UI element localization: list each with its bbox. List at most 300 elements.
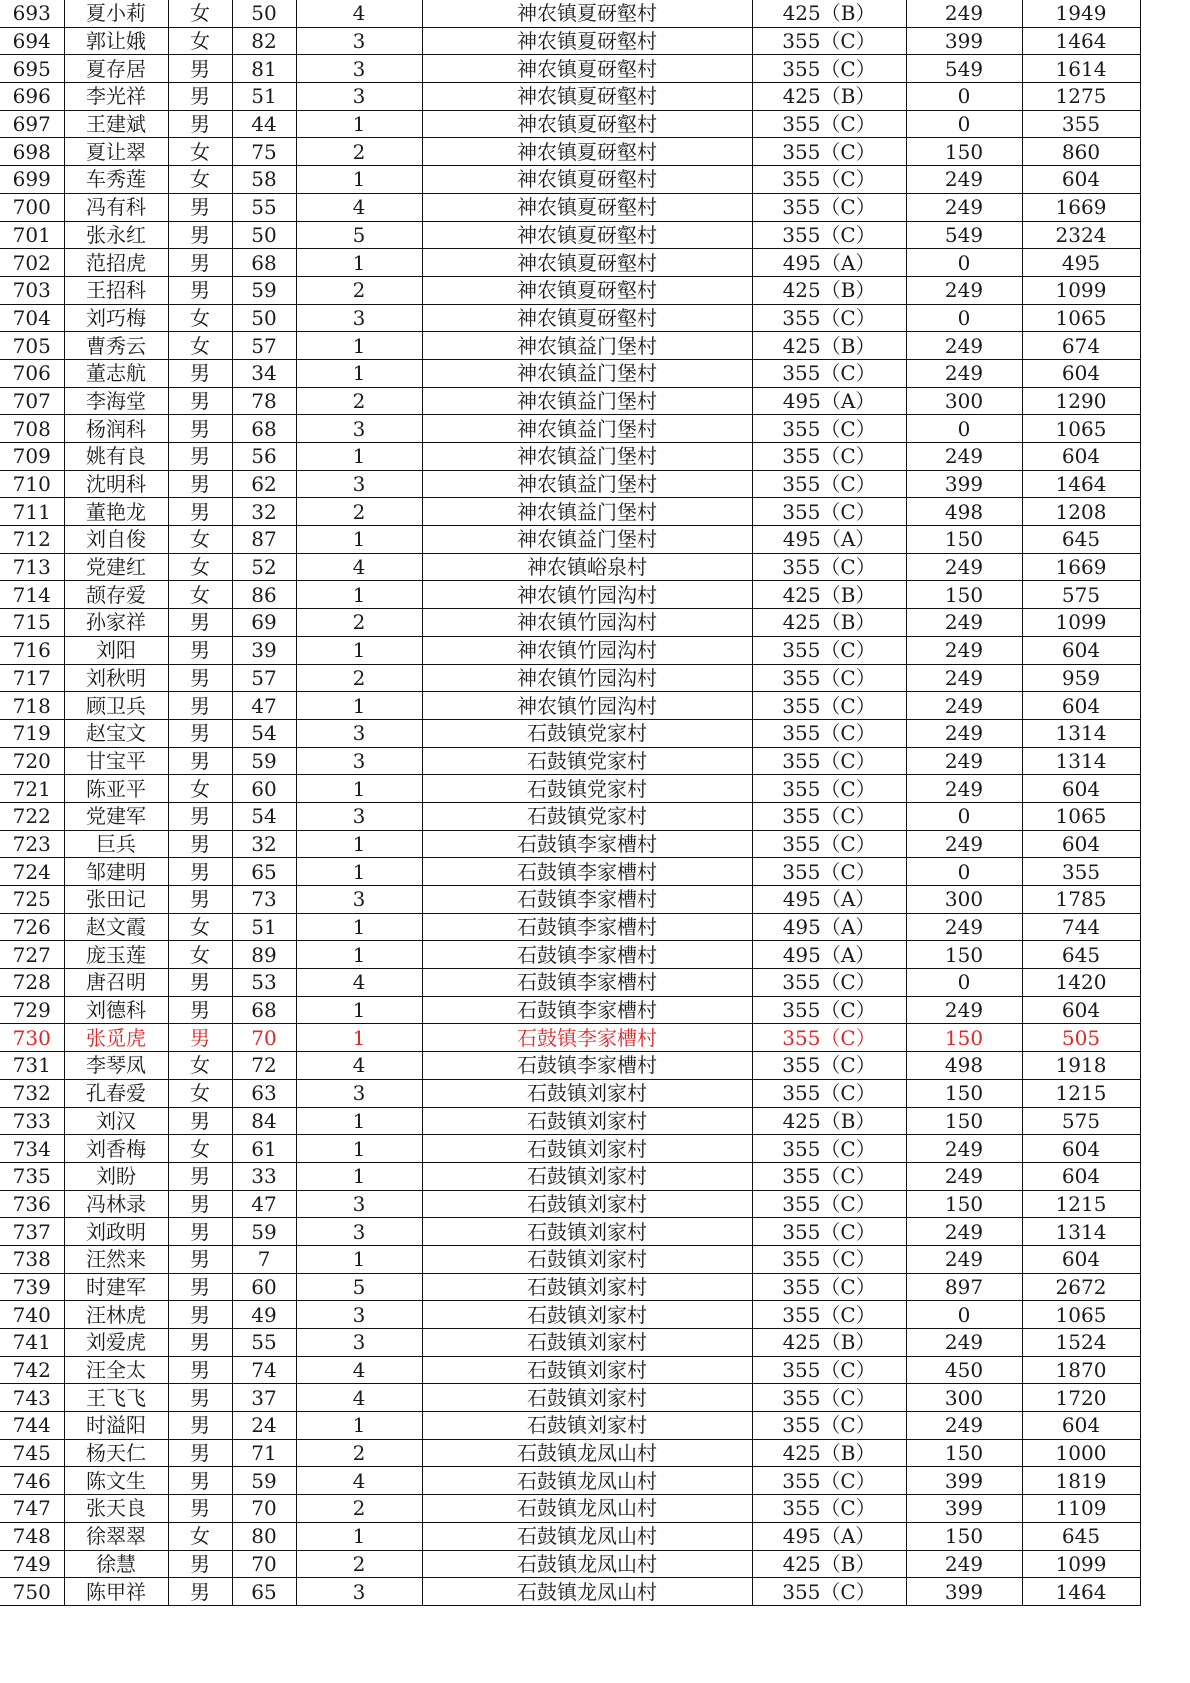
gender-cell: 男	[168, 830, 232, 858]
address-cell: 石鼓镇李家槽村	[422, 830, 752, 858]
name-cell: 冯林录	[64, 1190, 168, 1218]
household-size-cell: 4	[296, 553, 422, 581]
gender-cell: 男	[168, 1329, 232, 1357]
total-cell: 604	[1022, 1162, 1140, 1190]
total-cell: 860	[1022, 138, 1140, 166]
subsidy-cell: 249	[906, 664, 1022, 692]
standard-cell: 355（C）	[752, 553, 906, 581]
standard-cell: 425（B）	[752, 1107, 906, 1135]
address-cell: 神农镇益门堡村	[422, 443, 752, 471]
household-size-cell: 3	[296, 304, 422, 332]
total-cell: 575	[1022, 581, 1140, 609]
table-row	[0, 83, 1140, 111]
table-row	[0, 1301, 1140, 1329]
gender-cell: 男	[168, 1162, 232, 1190]
name-cell: 汪林虎	[64, 1301, 168, 1329]
table-row	[0, 470, 1140, 498]
subsidy-cell: 150	[906, 581, 1022, 609]
name-cell: 邹建明	[64, 858, 168, 886]
gender-cell: 女	[168, 1052, 232, 1080]
subsidy-cell: 399	[906, 470, 1022, 498]
total-cell: 1524	[1022, 1329, 1140, 1357]
table-row	[0, 581, 1140, 609]
total-cell: 1314	[1022, 1218, 1140, 1246]
gender-cell: 女	[168, 775, 232, 803]
household-size-cell: 5	[296, 221, 422, 249]
standard-cell: 495（A）	[752, 526, 906, 554]
row-number-cell: 713	[0, 553, 64, 581]
name-cell: 董艳龙	[64, 498, 168, 526]
total-cell: 645	[1022, 1522, 1140, 1550]
row-number-cell: 704	[0, 304, 64, 332]
total-cell: 1000	[1022, 1439, 1140, 1467]
table-row	[0, 1467, 1140, 1495]
table-row	[0, 941, 1140, 969]
standard-cell: 355（C）	[752, 1079, 906, 1107]
address-cell: 石鼓镇刘家村	[422, 1356, 752, 1384]
age-cell: 54	[232, 719, 296, 747]
household-size-cell: 1	[296, 858, 422, 886]
subsidy-cell: 150	[906, 526, 1022, 554]
standard-cell: 355（C）	[752, 470, 906, 498]
total-cell: 959	[1022, 664, 1140, 692]
table-row	[0, 1439, 1140, 1467]
address-cell: 石鼓镇龙凤山村	[422, 1578, 752, 1606]
standard-cell: 425（B）	[752, 332, 906, 360]
gender-cell: 男	[168, 747, 232, 775]
name-cell: 时建军	[64, 1273, 168, 1301]
gender-cell: 男	[168, 996, 232, 1024]
name-cell: 王招科	[64, 276, 168, 304]
age-cell: 87	[232, 526, 296, 554]
household-size-cell: 3	[296, 27, 422, 55]
row-number-cell: 739	[0, 1273, 64, 1301]
table-row	[0, 166, 1140, 194]
gender-cell: 男	[168, 802, 232, 830]
address-cell: 神农镇夏砑壑村	[422, 304, 752, 332]
age-cell: 75	[232, 138, 296, 166]
gender-cell: 男	[168, 221, 232, 249]
standard-cell: 355（C）	[752, 1495, 906, 1523]
gender-cell: 男	[168, 692, 232, 720]
address-cell: 石鼓镇刘家村	[422, 1245, 752, 1273]
age-cell: 44	[232, 110, 296, 138]
household-size-cell: 3	[296, 55, 422, 83]
household-size-cell: 2	[296, 664, 422, 692]
standard-cell: 355（C）	[752, 1578, 906, 1606]
age-cell: 73	[232, 886, 296, 914]
table-row	[0, 858, 1140, 886]
age-cell: 56	[232, 443, 296, 471]
subsidy-cell: 0	[906, 83, 1022, 111]
gender-cell: 女	[168, 332, 232, 360]
household-size-cell: 2	[296, 138, 422, 166]
gender-cell: 男	[168, 276, 232, 304]
name-cell: 李海堂	[64, 387, 168, 415]
address-cell: 石鼓镇李家槽村	[422, 886, 752, 914]
name-cell: 沈明科	[64, 470, 168, 498]
gender-cell: 男	[168, 359, 232, 387]
table-row	[0, 609, 1140, 637]
address-cell: 石鼓镇刘家村	[422, 1384, 752, 1412]
name-cell: 刘秋明	[64, 664, 168, 692]
gender-cell: 男	[168, 83, 232, 111]
age-cell: 33	[232, 1162, 296, 1190]
name-cell: 刘汉	[64, 1107, 168, 1135]
address-cell: 神农镇夏砑壑村	[422, 55, 752, 83]
address-cell: 神农镇夏砑壑村	[422, 138, 752, 166]
gender-cell: 男	[168, 858, 232, 886]
standard-cell: 355（C）	[752, 110, 906, 138]
table-row	[0, 27, 1140, 55]
household-size-cell: 4	[296, 969, 422, 997]
household-size-cell: 3	[296, 83, 422, 111]
household-size-cell: 2	[296, 609, 422, 637]
address-cell: 石鼓镇刘家村	[422, 1329, 752, 1357]
standard-cell: 355（C）	[752, 747, 906, 775]
total-cell: 1669	[1022, 553, 1140, 581]
standard-cell: 495（A）	[752, 886, 906, 914]
table-row	[0, 193, 1140, 221]
household-size-cell: 1	[296, 332, 422, 360]
total-cell: 1314	[1022, 747, 1140, 775]
gender-cell: 男	[168, 1190, 232, 1218]
standard-cell: 355（C）	[752, 415, 906, 443]
gender-cell: 女	[168, 941, 232, 969]
age-cell: 47	[232, 692, 296, 720]
address-cell: 石鼓镇刘家村	[422, 1190, 752, 1218]
address-cell: 石鼓镇李家槽村	[422, 996, 752, 1024]
household-size-cell: 1	[296, 1412, 422, 1440]
gender-cell: 男	[168, 443, 232, 471]
address-cell: 石鼓镇刘家村	[422, 1412, 752, 1440]
name-cell: 庞玉莲	[64, 941, 168, 969]
total-cell: 674	[1022, 332, 1140, 360]
name-cell: 刘政明	[64, 1218, 168, 1246]
row-number-cell: 741	[0, 1329, 64, 1357]
row-number-cell: 729	[0, 996, 64, 1024]
table-row	[0, 0, 1140, 27]
gender-cell: 男	[168, 1301, 232, 1329]
age-cell: 84	[232, 1107, 296, 1135]
subsidy-cell: 249	[906, 193, 1022, 221]
age-cell: 57	[232, 332, 296, 360]
subsidy-cell: 150	[906, 1024, 1022, 1052]
table-row	[0, 830, 1140, 858]
table-row	[0, 969, 1140, 997]
subsidy-cell: 249	[906, 443, 1022, 471]
table-row	[0, 553, 1140, 581]
table-row	[0, 221, 1140, 249]
age-cell: 61	[232, 1135, 296, 1163]
household-size-cell: 4	[296, 1384, 422, 1412]
name-cell: 夏小莉	[64, 0, 168, 27]
row-number-cell: 693	[0, 0, 64, 27]
gender-cell: 男	[168, 1273, 232, 1301]
age-cell: 62	[232, 470, 296, 498]
row-number-cell: 721	[0, 775, 64, 803]
address-cell: 石鼓镇龙凤山村	[422, 1522, 752, 1550]
household-size-cell: 2	[296, 498, 422, 526]
age-cell: 65	[232, 1578, 296, 1606]
standard-cell: 355（C）	[752, 27, 906, 55]
subsidy-cell: 249	[906, 1550, 1022, 1578]
row-number-cell: 717	[0, 664, 64, 692]
address-cell: 石鼓镇李家槽村	[422, 858, 752, 886]
total-cell: 604	[1022, 359, 1140, 387]
household-size-cell: 3	[296, 1329, 422, 1357]
total-cell: 1464	[1022, 1578, 1140, 1606]
standard-cell: 355（C）	[752, 996, 906, 1024]
address-cell: 石鼓镇龙凤山村	[422, 1439, 752, 1467]
subsidy-cell: 249	[906, 913, 1022, 941]
row-number-cell: 719	[0, 719, 64, 747]
household-size-cell: 2	[296, 276, 422, 304]
row-number-cell: 745	[0, 1439, 64, 1467]
subsidy-cell: 249	[906, 0, 1022, 27]
subsidy-cell: 399	[906, 1495, 1022, 1523]
age-cell: 58	[232, 166, 296, 194]
age-cell: 74	[232, 1356, 296, 1384]
table-row	[0, 1384, 1140, 1412]
row-number-cell: 707	[0, 387, 64, 415]
row-number-cell: 699	[0, 166, 64, 194]
gender-cell: 女	[168, 138, 232, 166]
gender-cell: 男	[168, 1356, 232, 1384]
age-cell: 71	[232, 1439, 296, 1467]
standard-cell: 425（B）	[752, 1329, 906, 1357]
age-cell: 50	[232, 0, 296, 27]
standard-cell: 355（C）	[752, 166, 906, 194]
age-cell: 70	[232, 1495, 296, 1523]
total-cell: 1099	[1022, 609, 1140, 637]
name-cell: 刘德科	[64, 996, 168, 1024]
subsidy-cell: 150	[906, 1522, 1022, 1550]
name-cell: 颉存爱	[64, 581, 168, 609]
household-size-cell: 2	[296, 1439, 422, 1467]
address-cell: 神农镇竹园沟村	[422, 609, 752, 637]
standard-cell: 425（B）	[752, 1550, 906, 1578]
row-number-cell: 731	[0, 1052, 64, 1080]
age-cell: 59	[232, 276, 296, 304]
standard-cell: 355（C）	[752, 1135, 906, 1163]
total-cell: 604	[1022, 775, 1140, 803]
total-cell: 2672	[1022, 1273, 1140, 1301]
row-number-cell: 698	[0, 138, 64, 166]
gender-cell: 女	[168, 0, 232, 27]
total-cell: 645	[1022, 526, 1140, 554]
table-row	[0, 719, 1140, 747]
household-size-cell: 1	[296, 692, 422, 720]
age-cell: 51	[232, 913, 296, 941]
row-number-cell: 710	[0, 470, 64, 498]
total-cell: 1065	[1022, 415, 1140, 443]
gender-cell: 男	[168, 415, 232, 443]
age-cell: 34	[232, 359, 296, 387]
name-cell: 陈甲祥	[64, 1578, 168, 1606]
name-cell: 刘盼	[64, 1162, 168, 1190]
total-cell: 604	[1022, 996, 1140, 1024]
row-number-cell: 746	[0, 1467, 64, 1495]
household-size-cell: 1	[296, 830, 422, 858]
table-row	[0, 332, 1140, 360]
address-cell: 石鼓镇党家村	[422, 719, 752, 747]
subsidy-cell: 498	[906, 1052, 1022, 1080]
standard-cell: 355（C）	[752, 664, 906, 692]
address-cell: 神农镇夏砑壑村	[422, 27, 752, 55]
row-number-cell: 725	[0, 886, 64, 914]
row-number-cell: 734	[0, 1135, 64, 1163]
table-row	[0, 1495, 1140, 1523]
gender-cell: 男	[168, 886, 232, 914]
name-cell: 赵文霞	[64, 913, 168, 941]
name-cell: 唐召明	[64, 969, 168, 997]
subsidy-cell: 498	[906, 498, 1022, 526]
subsidy-cell: 150	[906, 138, 1022, 166]
gender-cell: 女	[168, 166, 232, 194]
age-cell: 32	[232, 498, 296, 526]
standard-cell: 425（B）	[752, 1439, 906, 1467]
subsidy-cell: 0	[906, 858, 1022, 886]
standard-cell: 355（C）	[752, 636, 906, 664]
household-size-cell: 4	[296, 0, 422, 27]
name-cell: 夏让翠	[64, 138, 168, 166]
household-size-cell: 1	[296, 1107, 422, 1135]
total-cell: 1669	[1022, 193, 1140, 221]
total-cell: 604	[1022, 692, 1140, 720]
standard-cell: 355（C）	[752, 1218, 906, 1246]
address-cell: 神农镇益门堡村	[422, 526, 752, 554]
row-number-cell: 738	[0, 1245, 64, 1273]
table-row	[0, 636, 1140, 664]
household-size-cell: 1	[296, 913, 422, 941]
standard-cell: 355（C）	[752, 138, 906, 166]
age-cell: 59	[232, 747, 296, 775]
gender-cell: 男	[168, 193, 232, 221]
subsidy-cell: 249	[906, 609, 1022, 637]
age-cell: 49	[232, 1301, 296, 1329]
row-number-cell: 714	[0, 581, 64, 609]
age-cell: 59	[232, 1467, 296, 1495]
gender-cell: 女	[168, 581, 232, 609]
total-cell: 355	[1022, 110, 1140, 138]
table-row	[0, 304, 1140, 332]
total-cell: 575	[1022, 1107, 1140, 1135]
standard-cell: 495（A）	[752, 941, 906, 969]
subsidy-cell: 249	[906, 1329, 1022, 1357]
subsidy-cell: 300	[906, 886, 1022, 914]
subsidy-cell: 0	[906, 802, 1022, 830]
subsidy-cell: 549	[906, 221, 1022, 249]
standard-cell: 355（C）	[752, 719, 906, 747]
address-cell: 神农镇竹园沟村	[422, 636, 752, 664]
table-row	[0, 913, 1140, 941]
table-row	[0, 138, 1140, 166]
row-number-cell: 730	[0, 1024, 64, 1052]
gender-cell: 男	[168, 498, 232, 526]
total-cell: 1109	[1022, 1495, 1140, 1523]
table-row	[0, 276, 1140, 304]
address-cell: 石鼓镇龙凤山村	[422, 1550, 752, 1578]
household-size-cell: 2	[296, 1550, 422, 1578]
address-cell: 石鼓镇党家村	[422, 802, 752, 830]
name-cell: 孔春爱	[64, 1079, 168, 1107]
name-cell: 时溢阳	[64, 1412, 168, 1440]
household-size-cell: 3	[296, 1578, 422, 1606]
subsidy-cell: 0	[906, 969, 1022, 997]
address-cell: 神农镇竹园沟村	[422, 692, 752, 720]
row-number-cell: 705	[0, 332, 64, 360]
table-row	[0, 1578, 1140, 1606]
address-cell: 神农镇夏砑壑村	[422, 276, 752, 304]
gender-cell: 女	[168, 304, 232, 332]
subsidy-cell: 399	[906, 1578, 1022, 1606]
gender-cell: 女	[168, 1522, 232, 1550]
table-row	[0, 1522, 1140, 1550]
subsidy-cell: 249	[906, 747, 1022, 775]
name-cell: 车秀莲	[64, 166, 168, 194]
address-cell: 神农镇益门堡村	[422, 387, 752, 415]
name-cell: 郭让娥	[64, 27, 168, 55]
row-number-cell: 695	[0, 55, 64, 83]
age-cell: 50	[232, 304, 296, 332]
name-cell: 张觅虎	[64, 1024, 168, 1052]
total-cell: 604	[1022, 636, 1140, 664]
total-cell: 744	[1022, 913, 1140, 941]
table-row	[0, 526, 1140, 554]
name-cell: 范招虎	[64, 249, 168, 277]
age-cell: 81	[232, 55, 296, 83]
table-row	[0, 415, 1140, 443]
total-cell: 355	[1022, 858, 1140, 886]
name-cell: 曹秀云	[64, 332, 168, 360]
gender-cell: 男	[168, 636, 232, 664]
row-number-cell: 727	[0, 941, 64, 969]
subsidy-cell: 249	[906, 1412, 1022, 1440]
subsidy-cell: 549	[906, 55, 1022, 83]
household-size-cell: 3	[296, 719, 422, 747]
subsidy-cell: 0	[906, 415, 1022, 443]
name-cell: 李光祥	[64, 83, 168, 111]
name-cell: 顾卫兵	[64, 692, 168, 720]
row-number-cell: 740	[0, 1301, 64, 1329]
subsidy-cell: 249	[906, 1135, 1022, 1163]
gender-cell: 男	[168, 470, 232, 498]
age-cell: 24	[232, 1412, 296, 1440]
row-number-cell: 750	[0, 1578, 64, 1606]
table-row	[0, 387, 1140, 415]
household-size-cell: 3	[296, 415, 422, 443]
subsidy-cell: 150	[906, 1079, 1022, 1107]
age-cell: 54	[232, 802, 296, 830]
row-number-cell: 711	[0, 498, 64, 526]
total-cell: 1614	[1022, 55, 1140, 83]
row-number-cell: 708	[0, 415, 64, 443]
standard-cell: 495（A）	[752, 387, 906, 415]
household-size-cell: 1	[296, 996, 422, 1024]
subsidy-cell: 399	[906, 27, 1022, 55]
subsidy-cell: 150	[906, 941, 1022, 969]
name-cell: 汪然来	[64, 1245, 168, 1273]
subsidy-cell: 249	[906, 636, 1022, 664]
standard-cell: 355（C）	[752, 775, 906, 803]
subsidy-cell: 0	[906, 110, 1022, 138]
address-cell: 神农镇夏砑壑村	[422, 110, 752, 138]
row-number-cell: 706	[0, 359, 64, 387]
gender-cell: 男	[168, 609, 232, 637]
row-number-cell: 722	[0, 802, 64, 830]
row-number-cell: 747	[0, 1495, 64, 1523]
